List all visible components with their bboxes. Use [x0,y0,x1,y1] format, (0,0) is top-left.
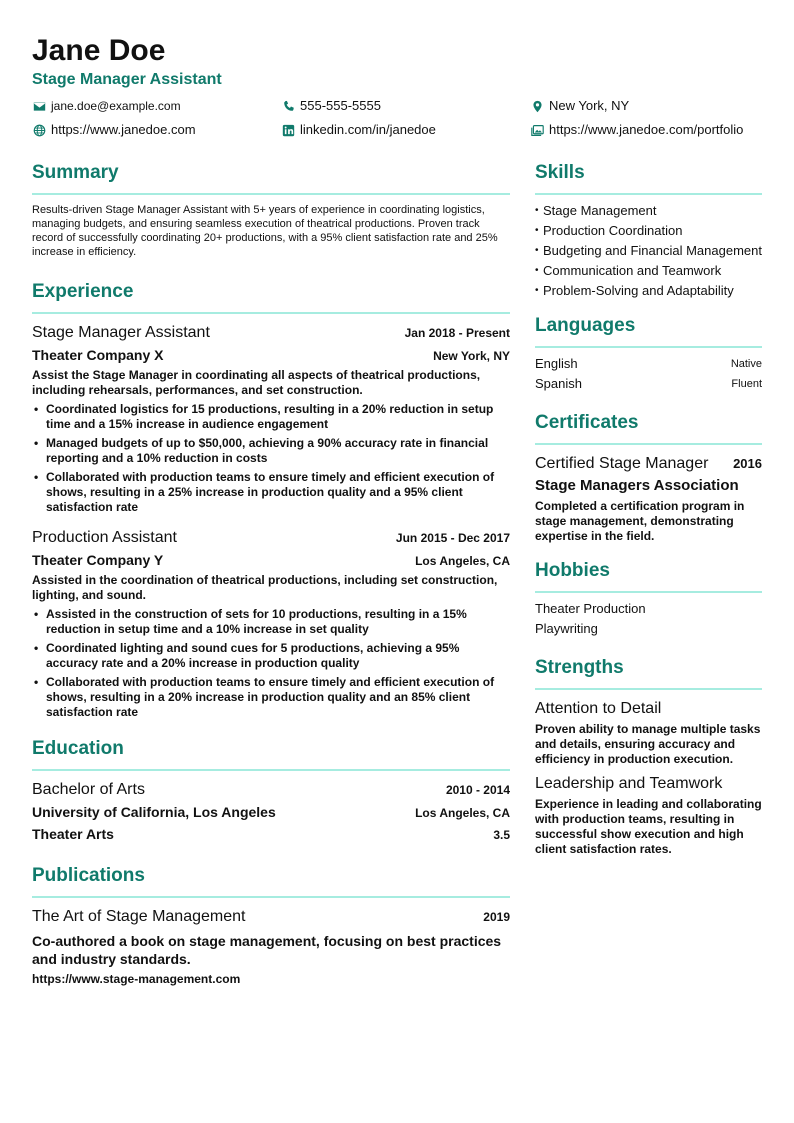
job-bullets [32,607,510,720]
summary-heading: Summary [32,160,510,195]
job-entry [32,322,510,515]
language-name: English [535,356,578,371]
job-title: Stage Manager Assistant [32,324,210,341]
job-date: Jun 2015 - Dec 2017 [395,531,510,545]
certificate-issuer: Stage Managers Association [535,477,739,494]
right-column [535,160,762,863]
strength-title: Leadership and Teamwork [535,775,723,792]
education-dates: 2010 - 2014 [445,783,510,797]
linkedin-icon [281,123,295,137]
strength-title: Attention to Detail [535,700,662,717]
language-level: Native [730,358,762,370]
education-heading: Education [32,736,510,771]
job-description: Assist the Stage Manager in coordinating all aspects of theatrical productions, including rehearsals, performances, and set construction. [32,368,481,397]
job-title: Production Assistant [32,529,177,546]
publications-section [32,863,510,987]
contact-website[interactable] [32,122,196,138]
job-entry [32,527,510,720]
job-date: Jan 2018 - Present [404,326,510,340]
job-bullet: • Coordinated logistics for 15 productions, resulting in a 20% reduction in setup time and a 15% increase in audience engagement [32,402,510,432]
contact-portfolio-text: https://www.janedoe.com/portfolio [549,122,744,137]
candidate-name: Jane Doe [32,34,166,67]
left-column [32,160,510,987]
envelope-icon [32,99,46,113]
languages-heading: Languages [535,313,762,348]
job-bullet: • Collaborated with production teams to ensure timely and efficient execution of shows, resulting in a 25% increase in production quality and a 95% client satisfaction rate [32,470,510,515]
contact-website-text: https://www.janedoe.com [51,122,196,137]
job-location: Los Angeles, CA [415,554,510,568]
strengths-heading: Strengths [535,655,762,690]
contact-phone[interactable] [281,98,381,114]
skill-item: • Stage Management [535,203,762,219]
publication-year: 2019 [483,910,510,924]
certificates-section [535,410,762,544]
publication-link[interactable]: https://www.stage-management.com [32,972,241,986]
field-of-study: Theater Arts [32,826,114,842]
language-level: Fluent [731,378,762,390]
strengths-section [535,655,762,857]
publication-description: Co-authored a book on stage management, focusing on best practices and industry standards. [32,933,502,967]
job-bullets [32,402,510,515]
languages-section [535,313,762,410]
hobbies-section [535,558,762,655]
strength-description: Proven ability to manage multiple tasks and details, ensuring accuracy and efficiency in production execution. [535,722,761,766]
contact-phone-text: 555-555-5555 [300,98,381,113]
globe-icon [32,123,46,137]
school: University of California, Los Angeles [32,804,276,820]
summary-text: Results-driven Stage Manager Assistant with 5+ years of experience in coordinating logistics, managing budgets, and ensuring seamless execution of theatrical productions. Proven track record of successfully coordinating 20+ productions, with a 95% client satisfaction rate and 25% increase in efficiency. [32,204,498,258]
skills-heading: Skills [535,160,762,195]
contact-email[interactable] [32,98,181,114]
experience-section [32,279,510,720]
publications-heading: Publications [32,863,510,898]
language-name: Spanish [535,376,582,391]
job-bullet: • Coordinated lighting and sound cues for 5 productions, achieving a 95% accuracy rate and a 20% increase in production quality [32,641,510,671]
publication-title: The Art of Stage Management [32,908,246,925]
job-bullet: • Assisted in the construction of sets for 10 productions, resulting in a 15% reduction in setup time and a 10% increase in set quality [32,607,510,637]
certificate-title: Certified Stage Manager [535,455,709,472]
certificate-description: Completed a certification program in stage management, demonstrating expertise in the field. [535,499,745,543]
certificates-heading: Certificates [535,410,762,445]
skill-item: • Communication and Teamwork [535,263,762,279]
strength-description: Experience in leading and collaborating with production teams, resulting in successful show execution and high client satisfaction rates. [535,797,762,856]
experience-heading: Experience [32,279,510,314]
contact-linkedin[interactable] [281,122,436,138]
hobby-item: Theater Production [535,601,646,616]
job-bullet: • Managed budgets of up to $50,000, achieving a 90% accuracy rate in financial reporting and a 10% reduction in costs [32,436,510,466]
contact-location-text: New York, NY [549,98,630,113]
contact-location [530,98,629,114]
summary-section [32,160,510,259]
job-location: New York, NY [433,349,510,363]
job-description: Assisted in the coordination of theatrical productions, including set construction, lighting, and sound. [32,573,498,602]
hobbies-heading: Hobbies [535,558,762,593]
language-row [535,376,762,392]
portfolio-icon [530,123,544,137]
skill-item: • Budgeting and Financial Management [535,243,762,259]
skills-section [535,160,762,299]
contact-email-text: jane.doe@example.com [51,99,181,113]
school-location: Los Angeles, CA [415,806,510,820]
job-company: Theater Company X [32,347,164,363]
hobby-item: Playwriting [535,621,598,636]
degree: Bachelor of Arts [32,781,145,798]
map-pin-icon [530,99,544,113]
contact-portfolio[interactable] [530,122,743,138]
candidate-role: Stage Manager Assistant [32,71,222,88]
skill-item: • Production Coordination [535,223,762,239]
skill-item: • Problem-Solving and Adaptability [535,283,762,299]
certificate-year: 2016 [733,456,762,471]
education-section [32,736,510,845]
gpa: 3.5 [493,828,510,842]
language-row [535,356,762,372]
phone-icon [281,99,295,113]
job-company: Theater Company Y [32,552,164,568]
contact-linkedin-text: linkedin.com/in/janedoe [300,122,436,137]
skills-list [535,203,762,299]
job-bullet: • Collaborated with production teams to ensure timely and efficient execution of shows, resulting in a 20% increase in production quality and an 85% client satisfaction rate [32,675,510,720]
